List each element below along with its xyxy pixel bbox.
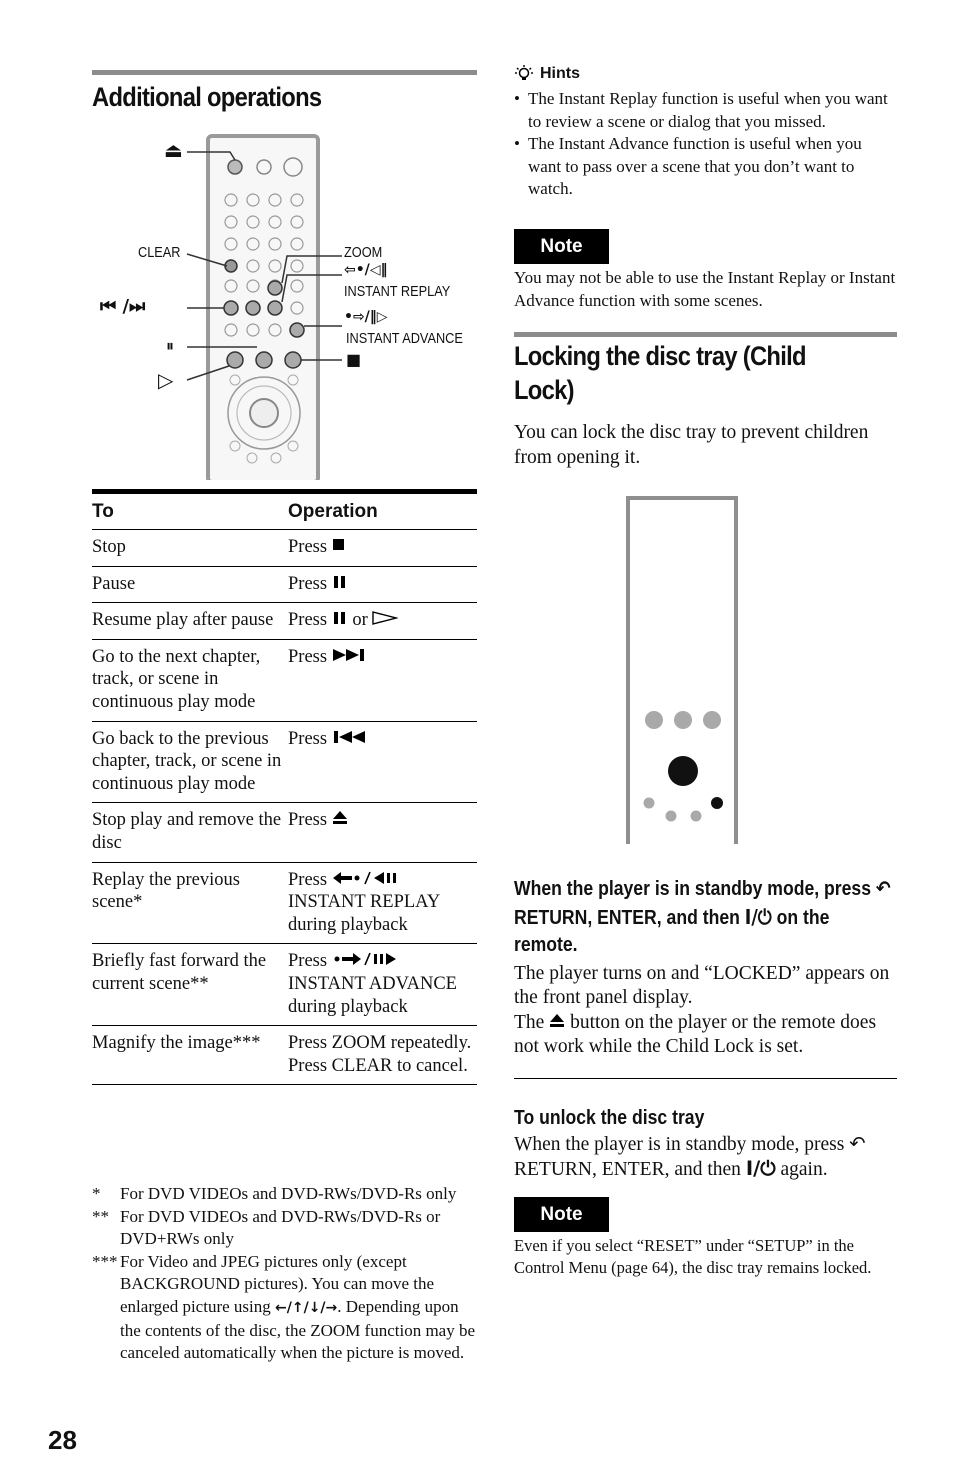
row-to-stop: Stop	[92, 530, 288, 567]
child-lock-instruction: When the player is in standby mode, press ↶ RETURN, ENTER, and then I/⏻ on the remote.	[514, 876, 891, 957]
row-to-eject: Stop play and remove the disc	[92, 803, 288, 862]
right-column	[514, 64, 897, 1280]
figure-label-advance-symbol: •⇨/‖▷	[344, 309, 388, 325]
row-op-pause: Press	[288, 566, 477, 603]
pause-icon	[332, 611, 348, 625]
stop-button-shape	[285, 352, 301, 368]
stop-icon	[332, 538, 346, 552]
left-column	[92, 70, 477, 113]
section-rule	[514, 332, 897, 337]
hints-heading: Hints	[514, 64, 897, 84]
footnote-2: ** For DVD VIDEOs and DVD-RWs/DVD-Rs or DVD+RWs only	[92, 1206, 441, 1249]
return-icon: ↶	[875, 876, 891, 901]
row-to-resume: Resume play after pause	[92, 603, 288, 640]
next-icon	[332, 648, 368, 662]
return-icon: ↶	[849, 1131, 866, 1155]
column-header-operation: Operation	[288, 492, 477, 530]
figure-label-prev-next: ⏮ /⏭	[100, 296, 146, 317]
table-row	[92, 1026, 477, 1085]
footnotes	[92, 1183, 477, 1365]
list-item: • The Instant Advance function is useful when you want to pass over a scene that you don’t want to watch.	[514, 134, 862, 199]
player-body	[628, 498, 736, 844]
table-row	[92, 803, 477, 862]
figure-label-replay-symbol: ⇦•/◁‖	[344, 262, 388, 278]
unlock-heading: To unlock the disc tray	[514, 1106, 705, 1129]
table-row	[92, 639, 477, 721]
section-title-child-lock: Locking the disc tray (Child Lock)	[514, 341, 806, 406]
row-to-replay: Replay the previous scene*	[92, 862, 288, 944]
note-text-2: Even if you select “RESET” under “SETUP” in the Control Menu (page 64), the disc tray remains locked.	[514, 1235, 872, 1278]
player-front-panel-illustration	[514, 494, 897, 844]
figure-label-pause: ⏸	[166, 336, 175, 355]
hints-list	[514, 88, 897, 201]
note-badge: Note	[514, 229, 609, 264]
power-icon: I/⏻	[744, 904, 772, 929]
row-op-resume: Press or	[288, 603, 477, 640]
table-header-row	[92, 492, 477, 530]
eject-icon	[332, 810, 348, 825]
section-title-additional-operations: Additional operations	[92, 82, 322, 112]
row-to-advance: Briefly fast forward the current scene**	[92, 944, 288, 1026]
row-op-stop: Press	[288, 530, 477, 567]
row-op-eject: Press	[288, 803, 477, 862]
figure-label-clear: CLEAR	[138, 244, 181, 261]
play-icon	[372, 611, 398, 625]
zoom-button-shape	[268, 281, 282, 295]
table-row	[92, 566, 477, 603]
section-rule	[92, 70, 477, 75]
prev-icon	[332, 730, 368, 744]
remote-control-illustration	[92, 128, 477, 480]
figure-label-instant-advance: INSTANT ADVANCE	[346, 330, 463, 347]
lightbulb-icon	[514, 64, 534, 84]
note-badge: Note	[514, 1197, 609, 1232]
footnote-1: * For DVD VIDEOs and DVD-RWs/DVD-Rs only	[92, 1184, 457, 1203]
row-to-magnify: Magnify the image***	[92, 1026, 288, 1085]
row-op-magnify: Press ZOOM repeatedly. Press CLEAR to cancel.	[288, 1026, 477, 1085]
figure-label-instant-replay: INSTANT REPLAY	[344, 283, 451, 300]
operations-table	[92, 489, 477, 1085]
row-to-previous: Go back to the previous chapter, track, or scene in continuous play mode	[92, 721, 288, 803]
footnote-3: *** For Video and JPEG pictures only (except BACKGROUND pictures). You can move the enlarged picture using ←/↑/↓/→. Depending upon the contents of the disc, the ZOOM function may be canceled automatically when the picture is moved.	[92, 1251, 476, 1363]
unlock-instruction: When the player is in standby mode, press ↶ RETURN, ENTER, and then I/⏻ again.	[514, 1131, 866, 1181]
replay-button-shape	[268, 301, 282, 315]
child-lock-eject-note: The button on the player or the remote does not work while the Child Lock is set.	[514, 1011, 877, 1058]
replay-icon	[332, 871, 402, 885]
play-button-shape	[227, 352, 243, 368]
pause-icon	[332, 575, 348, 589]
row-op-previous: Press	[288, 721, 477, 803]
figure-label-zoom: ZOOM	[344, 244, 383, 261]
list-item: • The Instant Replay function is useful when you want to review a scene or dialog that you missed.	[514, 89, 888, 131]
child-lock-result: The player turns on and “LOCKED” appears on the front panel display.	[514, 962, 890, 1009]
advance-icon	[332, 952, 402, 966]
arrow-keys-icon: ←/↑/↓/→	[275, 1299, 338, 1316]
advance-button-shape	[290, 323, 304, 337]
figure-label-eject: ⏏	[164, 138, 183, 162]
row-op-replay: Press INSTANT REPLAY during playback	[288, 862, 477, 944]
table-row	[92, 603, 477, 640]
row-to-pause: Pause	[92, 566, 288, 603]
table-row	[92, 944, 477, 1026]
power-icon: I/⏻	[745, 1157, 776, 1181]
column-header-to: To	[92, 492, 288, 530]
figure-label-stop: ■	[346, 350, 362, 369]
table-row	[92, 862, 477, 944]
note-text-1: You may not be able to use the Instant Replay or Instant Advance function with some scenes.	[514, 267, 896, 310]
row-op-next: Press	[288, 639, 477, 721]
page-number: 28	[48, 1425, 77, 1455]
eject-icon	[549, 1013, 565, 1028]
table-row	[92, 721, 477, 803]
eject-button-shape	[228, 160, 242, 174]
row-op-advance: Press INSTANT ADVANCE during playback	[288, 944, 477, 1026]
remote-control-figure	[92, 128, 477, 480]
enter-button-shape	[250, 399, 278, 427]
table-row	[92, 530, 477, 567]
figure-label-play: ▷	[158, 368, 174, 392]
row-to-next: Go to the next chapter, track, or scene in continuous play mode	[92, 639, 288, 721]
power-button-shape	[668, 756, 698, 786]
child-lock-intro: You can lock the disc tray to prevent children from opening it.	[514, 422, 869, 468]
pause-button-shape	[256, 352, 272, 368]
